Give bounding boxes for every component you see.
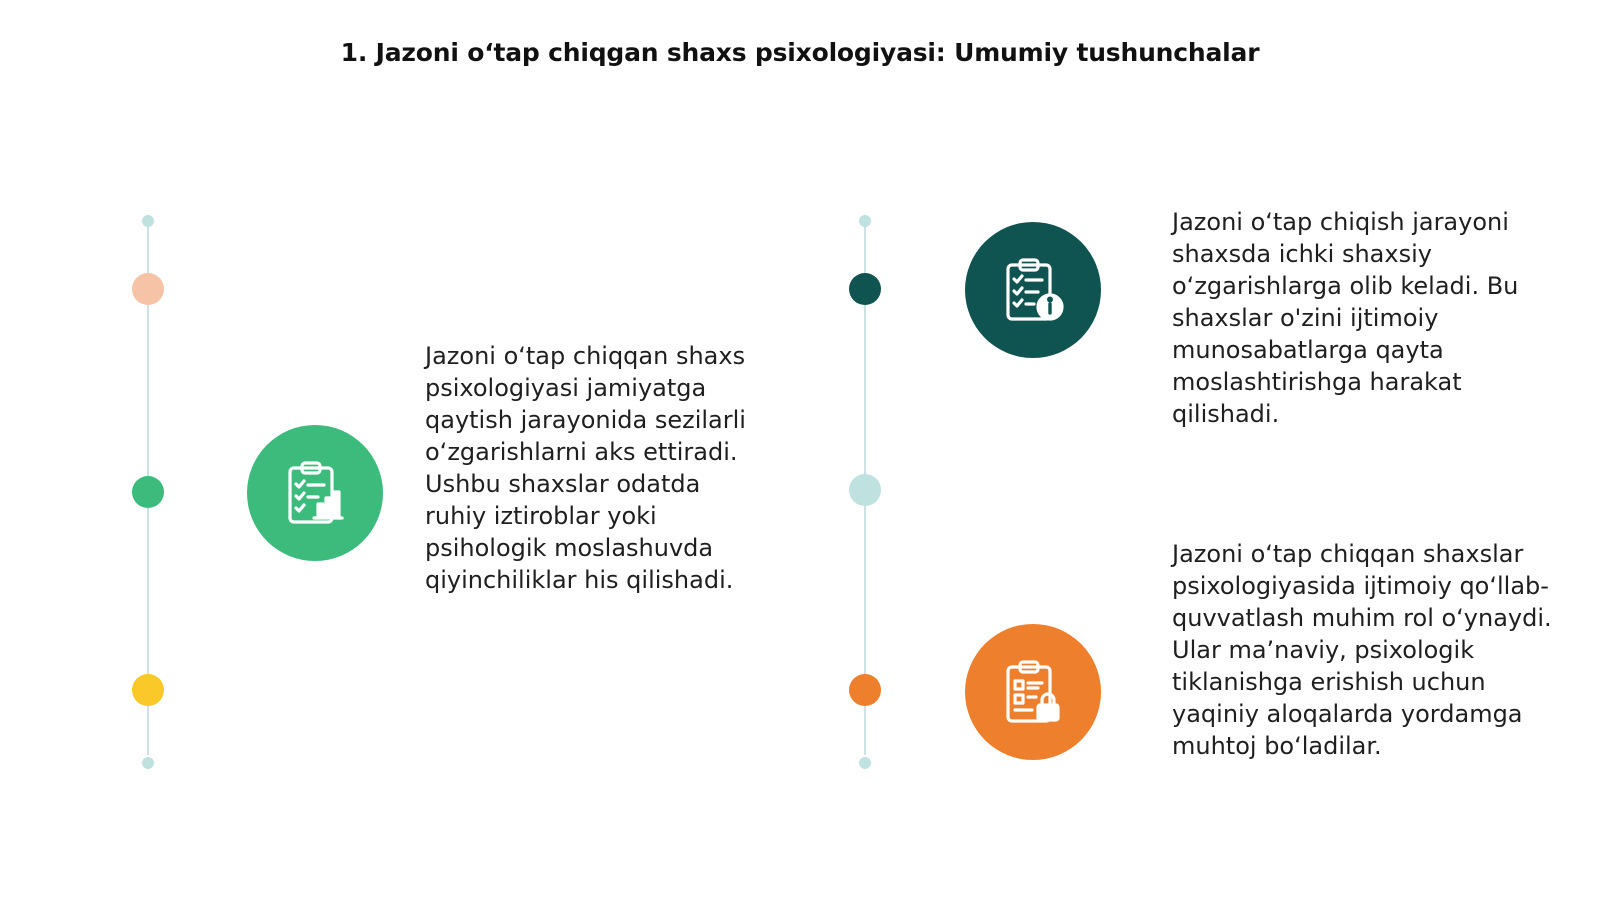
timeline-end-dot (142, 757, 154, 769)
page-title: 1. Jazoni o‘tap chiqgan shaxs psixologiyasi: Umumiy tushunchalar (340, 38, 1260, 67)
clipboard-chart-icon (247, 425, 383, 561)
timeline-dot-yellow (132, 674, 164, 706)
timeline-dot-orange (849, 674, 881, 706)
right-top-block-text: Jazoni o‘tap chiqish jarayoni shaxsda ichki shaxsiy o‘zgarishlarga olib keladi. Bu shaxslar o'zini ijtimoiy munosabatlarga qayta moslashtirishga harakat qilishadi. (1172, 208, 1519, 428)
timeline-end-dot (859, 215, 871, 227)
timeline-dot-peach (132, 273, 164, 305)
timeline-dot-light-teal (849, 474, 881, 506)
right-bottom-block-text: Jazoni o‘tap chiqqan shaxslar psixologiyasida ijtimoiy qo‘llab-quvvatlash muhim rol o‘ynaydi. Ular ma’naviy, psixologik tiklanishga erishish uchun yaqiniy aloqalarda yordamga muhtoj bo‘ladilar. (1172, 540, 1552, 760)
timeline-dot-green (132, 476, 164, 508)
clipboard-lock-icon (965, 624, 1101, 760)
timeline-end-dot (142, 215, 154, 227)
timeline-dot-dark (849, 273, 881, 305)
timeline-end-dot (859, 757, 871, 769)
left-block-text: Jazoni o‘tap chiqqan shaxs psixologiyasi jamiyatga qaytish jarayonida sezilarli o‘zgarishlarni aks ettiradi. Ushbu shaxslar odatda ruhiy iztiroblar yoki psihologik moslashuvda qiyinchiliklar his qilishadi. (425, 342, 746, 594)
clipboard-info-icon (965, 222, 1101, 358)
